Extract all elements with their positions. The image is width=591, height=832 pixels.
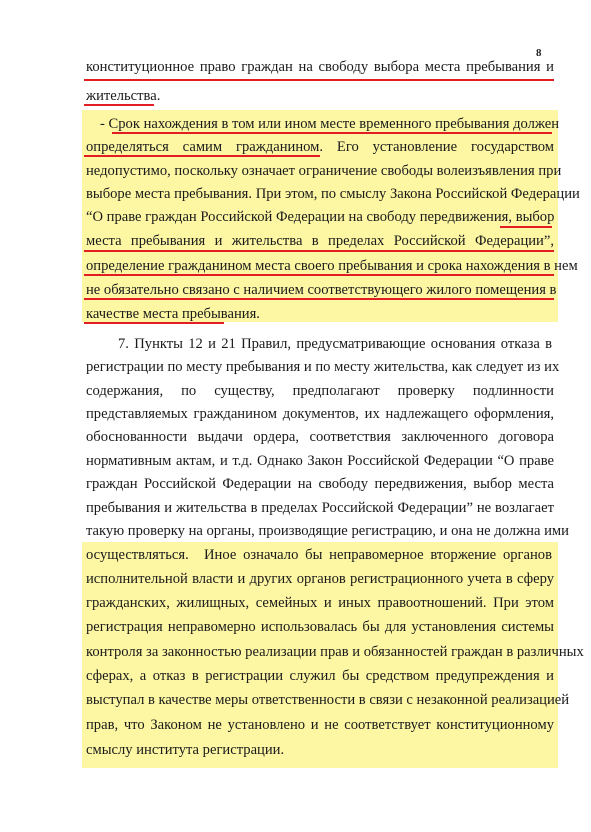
text-line: Иное означало бы неправомерное вторжение органов <box>204 547 552 563</box>
text-line: конституционное право граждан на свободу выбора места пребывания и <box>86 59 554 75</box>
text-line: нормативным актам, и т.д. Однако Закон Российской Федерации “О праве <box>86 453 554 469</box>
text-line: граждан Российской Федерации на свободу передвижения, выбор места <box>86 476 554 492</box>
red-underline <box>500 226 552 228</box>
red-underline <box>84 322 224 324</box>
red-underline <box>84 298 554 300</box>
text-line: “О праве граждан Российской Федерации на свободу передвижения, выбор <box>86 209 555 225</box>
text-line: гражданских, жилищных, семейных и иных правоотношений. При этом <box>86 595 554 611</box>
text-line: содержания, по существу, предполагают проверку подлинности <box>86 383 554 399</box>
text-line: представляемых гражданином документов, их надлежащего оформления, <box>86 406 554 422</box>
text-line: определяться самим гражданином. Его установление государством <box>86 139 554 155</box>
red-underline <box>84 155 320 157</box>
red-underline <box>112 132 552 134</box>
text-line: 7. Пункты 12 и 21 Правил, предусматривающие основания отказа в <box>118 336 552 352</box>
text-line: места пребывания и жительства в пределах Российской Федерации”, <box>86 233 554 249</box>
text-line: пребывания и жительства в пределах Российской Федерации” не возлагает <box>86 500 554 516</box>
text-line: смыслу института регистрации. <box>86 742 285 758</box>
text-line: прав, что Законом не установлено и не соответствует конституционному <box>86 717 554 733</box>
text-line: исполнительной власти и других органов регистрационного учета в сферу <box>86 571 554 587</box>
text-line: - Срок нахождения в том или ином месте временного пребывания должен <box>100 116 560 132</box>
text-line: выступал в качестве меры ответственности в связи с незаконной реализацией <box>86 692 570 708</box>
text-line: контроля за законностью реализации прав и обязанностей граждан в различных <box>86 644 584 660</box>
red-underline <box>84 79 554 81</box>
red-underline <box>84 104 154 106</box>
text-line: сферах, а отказ в регистрации служил бы средством предупреждения и <box>86 668 554 684</box>
text-line: выборе места пребывания. При этом, по смыслу Закона Российской Федерации <box>86 186 580 202</box>
text-line: такую проверку на органы, производящие регистрацию, и она не должна ими <box>86 523 569 539</box>
text-line: не обязательно связано с наличием соответствующего жилого помещения в <box>86 282 557 298</box>
text-line: осуществляться. <box>86 547 189 563</box>
red-underline <box>84 250 554 252</box>
text-line: недопустимо, поскольку означает ограничение свободы волеизъявления при <box>86 163 562 179</box>
text-line: определение гражданином места своего пребывания и срока нахождения в нем <box>86 258 578 274</box>
page-number: 8 <box>536 47 542 59</box>
text-line: обоснованности выдачи ордера, соответствия заключенного договора <box>86 429 554 445</box>
text-line: регистрации по месту пребывания и по месту жительства, как следует из их <box>86 359 560 375</box>
text-line: регистрация неправомерно использовалась бы для установления системы <box>86 619 554 635</box>
text-line: жительства. <box>86 88 161 104</box>
red-underline <box>84 274 554 276</box>
text-line: качестве места пребывания. <box>86 306 260 322</box>
